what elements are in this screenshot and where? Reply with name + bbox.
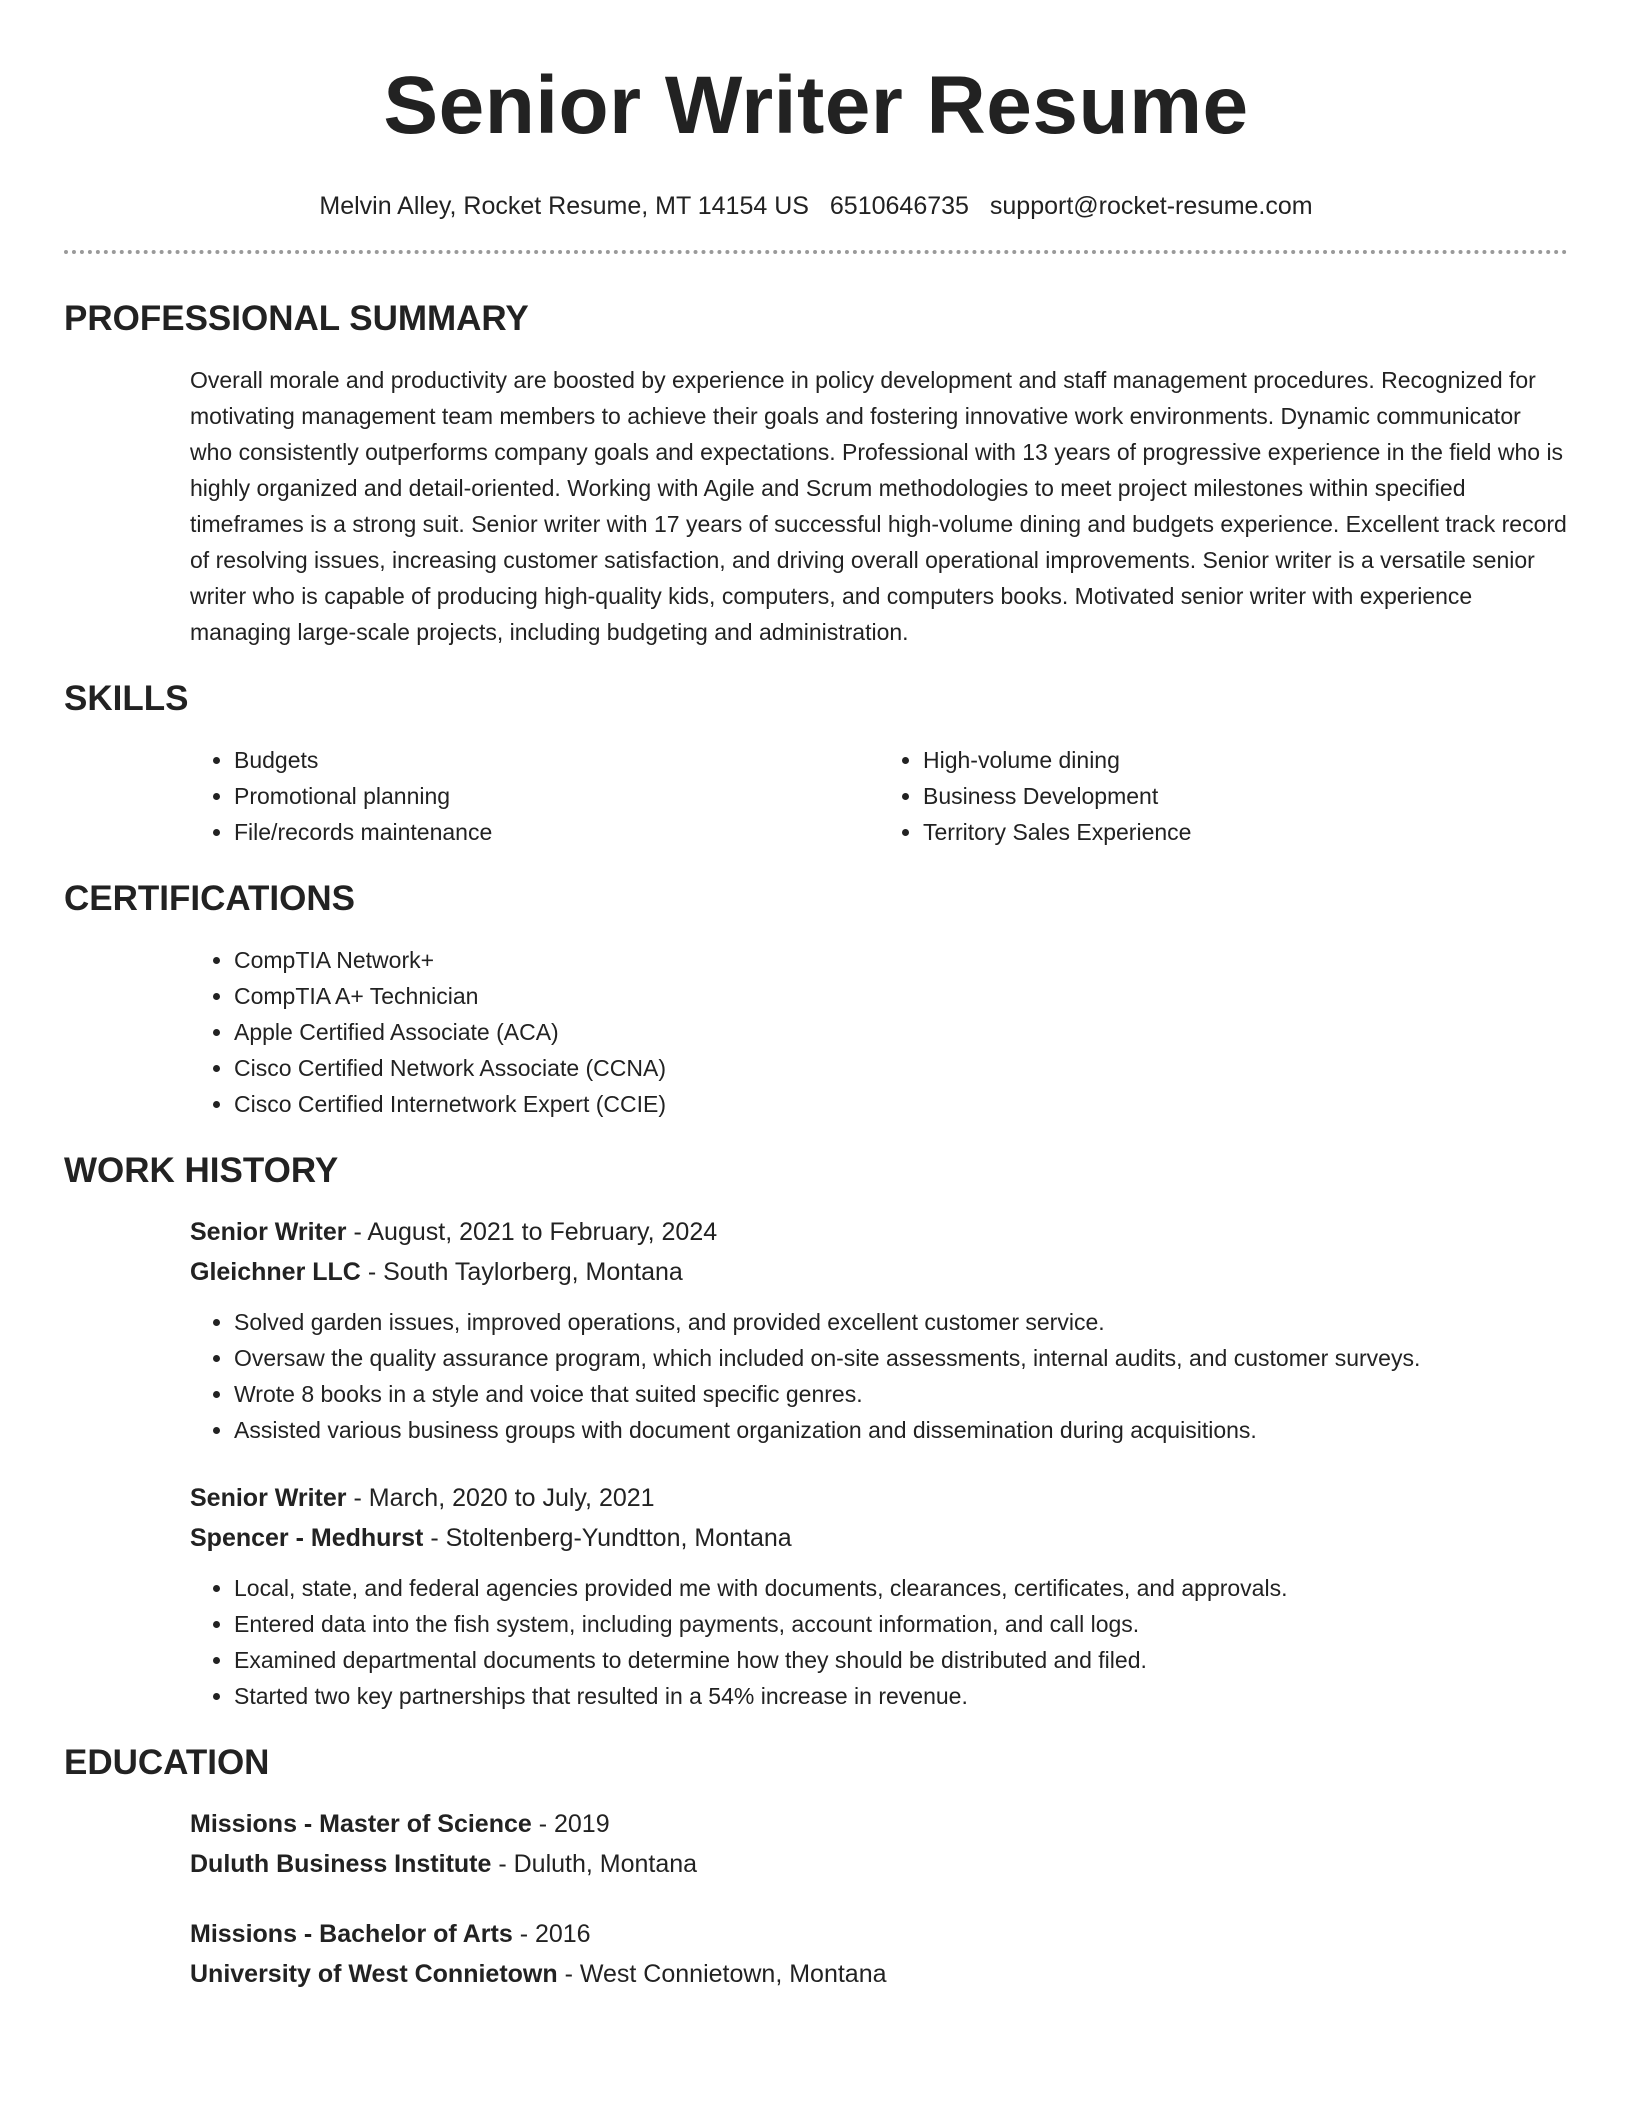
job-bullet: • Wrote 8 books in a style and voice that suited specific genres. bbox=[234, 1376, 1568, 1412]
job-company-line bbox=[190, 1518, 1568, 1558]
education-school-line bbox=[190, 1844, 1568, 1884]
education-year: - 2016 bbox=[512, 1920, 591, 1948]
job-bullet: • Examined departmental documents to determine how they should be distributed and filed. bbox=[234, 1642, 1568, 1678]
job-entry bbox=[190, 1478, 1568, 1714]
job-bullets bbox=[190, 1304, 1568, 1448]
certification-item: • Apple Certified Associate (ACA) bbox=[234, 1014, 1568, 1050]
job-title: Senior Writer bbox=[190, 1484, 347, 1512]
certification-item: • Cisco Certified Network Associate (CCNA) bbox=[234, 1050, 1568, 1086]
header-divider bbox=[64, 250, 1568, 254]
contact-phone: 6510646735 bbox=[829, 192, 969, 220]
job-bullet: • Solved garden issues, improved operations, and provided excellent customer service. bbox=[234, 1304, 1568, 1340]
certifications-heading: CERTIFICATIONS bbox=[64, 879, 356, 918]
contact-address: Melvin Alley, Rocket Resume, MT 14154 US bbox=[319, 192, 809, 220]
job-bullets bbox=[190, 1570, 1568, 1714]
education-heading: EDUCATION bbox=[64, 1743, 270, 1782]
job-company-line bbox=[190, 1252, 1568, 1292]
job-bullet: • Started two key partnerships that resulted in a 54% increase in revenue. bbox=[234, 1678, 1568, 1714]
education-entry bbox=[190, 1914, 1568, 1994]
certifications-list bbox=[190, 942, 1568, 1122]
job-dates: - March, 2020 to July, 2021 bbox=[346, 1484, 655, 1512]
education-entry bbox=[190, 1804, 1568, 1884]
skills-list-right bbox=[879, 742, 1568, 850]
job-bullet: • Local, state, and federal agencies provided me with documents, clearances, certificates, and approvals. bbox=[234, 1570, 1568, 1606]
page-title: Senior Writer Resume bbox=[383, 60, 1249, 151]
job-company: Spencer - Medhurst bbox=[190, 1524, 424, 1552]
education-year: - 2019 bbox=[531, 1810, 610, 1838]
education-school: University of West Connietown bbox=[190, 1960, 558, 1988]
job-bullet: • Assisted various business groups with document organization and dissemination during acquisitions. bbox=[234, 1412, 1568, 1448]
certification-item: • Cisco Certified Internetwork Expert (CCIE) bbox=[234, 1086, 1568, 1122]
skill-item: • Territory Sales Experience bbox=[923, 814, 1568, 850]
education-degree: Missions - Master of Science bbox=[190, 1810, 532, 1838]
skill-item: • File/records maintenance bbox=[234, 814, 879, 850]
skills-heading: SKILLS bbox=[64, 679, 189, 718]
job-dates: - August, 2021 to February, 2024 bbox=[346, 1218, 718, 1246]
work-history-heading: WORK HISTORY bbox=[64, 1151, 339, 1190]
skill-item: • Budgets bbox=[234, 742, 879, 778]
summary-heading: PROFESSIONAL SUMMARY bbox=[64, 299, 529, 338]
skills-list-left bbox=[190, 742, 879, 850]
certification-item: • CompTIA Network+ bbox=[234, 942, 1568, 978]
contact-line bbox=[64, 190, 1568, 222]
contact-email: support@rocket-resume.com bbox=[989, 192, 1313, 220]
skills-grid bbox=[190, 742, 1568, 850]
summary-text: Overall morale and productivity are boosted by experience in policy development and staff management procedures. Recognized for motivating management team members to achieve their goals and fostering innovative work environments. Dynamic communicator who consistently outperforms company goals and expectations. Professional with 13 years of progressive experience in the field who is highly organized and detail-oriented. Working with Agile and Scrum methodologies to meet project milestones within specified timeframes is a strong suit. Senior writer with 17 years of successful high-volume dining and budgets experience. Excellent track record of resolving issues, increasing customer satisfaction, and driving overall operational improvements. Senior writer is a versatile senior writer who is capable of producing high-quality kids, computers, and computers books. Motivated senior writer with experience managing large-scale projects, including budgeting and administration. bbox=[190, 367, 1567, 645]
job-bullet: • Entered data into the fish system, including payments, account information, and call logs. bbox=[234, 1606, 1568, 1642]
education-degree-line bbox=[190, 1804, 1568, 1844]
job-location: - South Taylorberg, Montana bbox=[360, 1258, 683, 1286]
education-degree-line bbox=[190, 1914, 1568, 1954]
job-location: - Stoltenberg-Yundtton, Montana bbox=[423, 1524, 792, 1552]
job-bullet: • Oversaw the quality assurance program, which included on-site assessments, internal audits, and customer surveys. bbox=[234, 1340, 1568, 1376]
skill-item: • Business Development bbox=[923, 778, 1568, 814]
skill-item: • High-volume dining bbox=[923, 742, 1568, 778]
job-title-line bbox=[190, 1478, 1568, 1518]
education-school-line bbox=[190, 1954, 1568, 1994]
job-company: Gleichner LLC bbox=[190, 1258, 361, 1286]
education-school: Duluth Business Institute bbox=[190, 1850, 492, 1878]
education-location: - West Connietown, Montana bbox=[557, 1960, 887, 1988]
job-title-line bbox=[190, 1212, 1568, 1252]
skill-item: • Promotional planning bbox=[234, 778, 879, 814]
job-entry bbox=[190, 1212, 1568, 1448]
certification-item: • CompTIA A+ Technician bbox=[234, 978, 1568, 1014]
job-title: Senior Writer bbox=[190, 1218, 347, 1246]
education-degree: Missions - Bachelor of Arts bbox=[190, 1920, 513, 1948]
education-location: - Duluth, Montana bbox=[491, 1850, 698, 1878]
